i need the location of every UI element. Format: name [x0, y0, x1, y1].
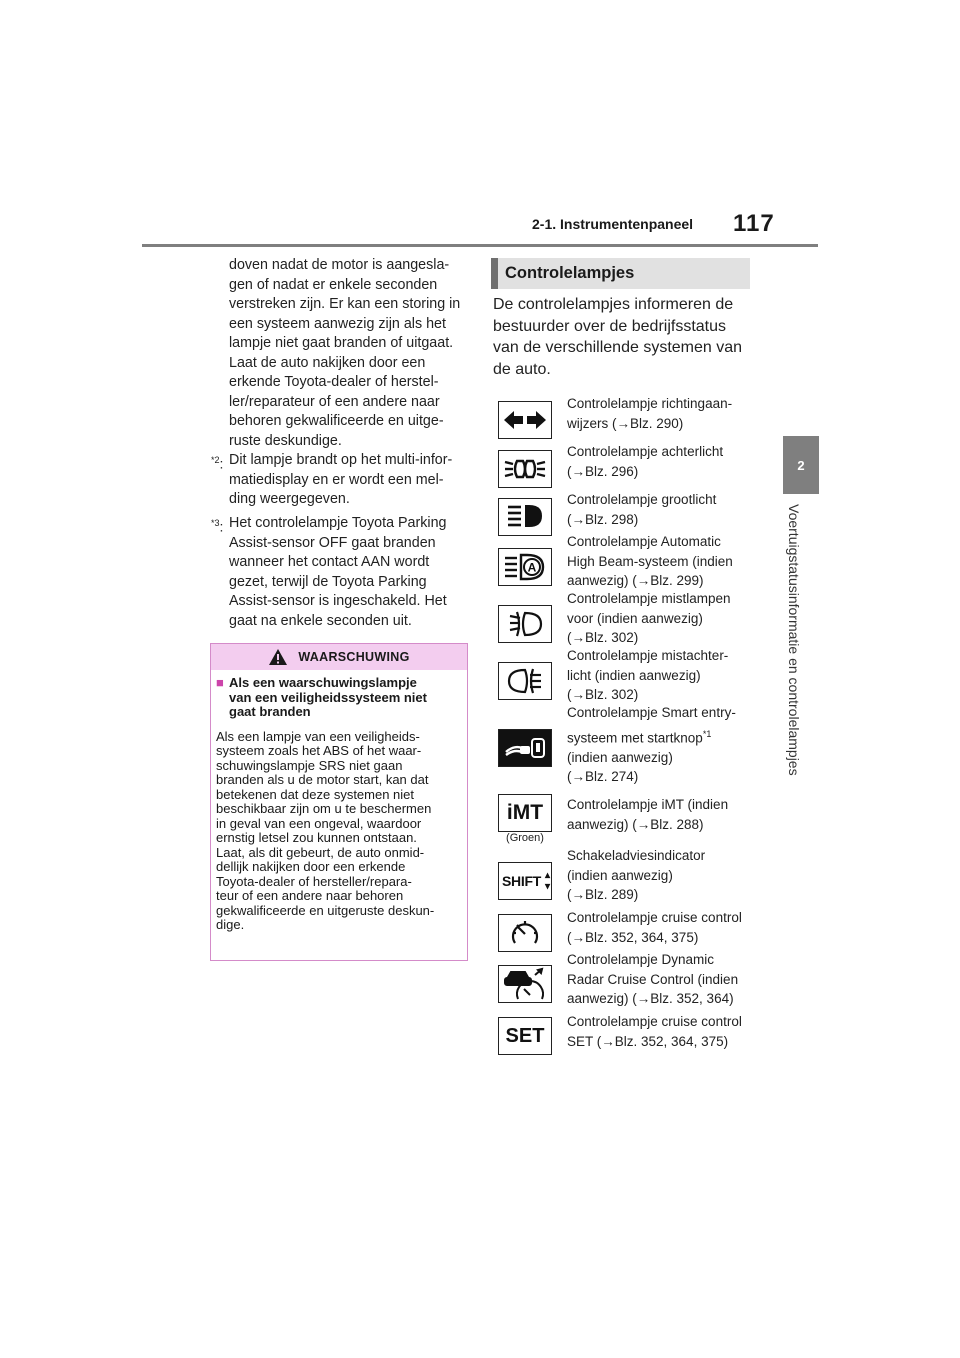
chapter-tab — [783, 436, 819, 494]
text-line: gekwalificeerde en uitgeruste deskun- — [216, 902, 435, 918]
page-number: 117 — [733, 210, 775, 237]
text-line: lampje niet gaat branden of uitgaat. — [229, 335, 454, 351]
text-line: Controlelampje achterlicht — [567, 444, 724, 459]
text-line: aanwezig) (→Blz. 352, 364) — [567, 991, 734, 1007]
text-line: (→Blz. 298) — [567, 511, 639, 527]
warning-body — [216, 730, 462, 933]
footnote-3: $^{*3}$: Het controlelampje Toyota Parking Assist-sensor OFF gaat branden wanneer het contact AAN wordt gezet, terwijl de Toyota Parking Assist-sensor is ingeschakeld. Het gaat na enkele seconden uit. — [211, 514, 469, 631]
indicator-description — [567, 908, 752, 947]
indicator-description — [567, 490, 752, 529]
text-line: Schakeladviesindicator — [567, 848, 706, 863]
text-line: aanwezig) (→Blz. 299) — [567, 573, 704, 589]
indicator-description — [567, 394, 752, 433]
text-line: ruste deskundige. — [229, 432, 342, 449]
text-line: bestuurder over de bedrijfsstatus — [493, 317, 727, 335]
text-line: Controlelampje cruise control — [567, 910, 742, 925]
section-title: 2-1. Instrumentenpaneel — [532, 216, 694, 232]
text-line: Als een lampje van een veiligheids- — [216, 728, 420, 744]
text-line: een systeem aanwezig zijn als het — [229, 315, 446, 332]
footnote-mark: *3 — [211, 518, 220, 528]
cruise-control-icon — [498, 914, 552, 952]
text-line: van de verschillende systemen van — [493, 339, 743, 356]
text-line: systeem met startknop — [567, 730, 703, 746]
indicator-description — [567, 846, 752, 905]
warning-title: WAARSCHUWING — [298, 650, 410, 664]
text-line: ernstig letsel zou kunnen ontstaan. — [216, 830, 417, 845]
text-line: licht (indien aanwezig) — [567, 667, 701, 683]
indicator-description — [567, 646, 752, 705]
radar-cruise-icon — [498, 965, 552, 1003]
text-line: Controlelampje cruise control — [567, 1014, 742, 1029]
shift-icon — [498, 862, 552, 900]
text-line: (indien aanwezig) — [567, 867, 673, 883]
cruise-set-icon — [498, 1017, 552, 1055]
footnote-mark: *2 — [211, 455, 220, 465]
text-line: Controlelampje iMT (indien — [567, 797, 729, 812]
warning-box — [210, 643, 468, 961]
set-icon-label: SET — [505, 1024, 545, 1047]
text-line: erkende Toyota-dealer of herstel- — [229, 374, 439, 390]
indicator-description — [567, 703, 752, 787]
chapter-title — [786, 504, 812, 804]
indicator-description — [567, 1012, 752, 1051]
text-line: systeem zoals het ABS of het waar- — [216, 743, 422, 758]
indicator-description — [567, 950, 752, 1009]
indicator-description — [567, 442, 752, 481]
tail-light-icon — [498, 450, 552, 488]
header-rule — [142, 244, 818, 247]
text-line: Controlelampje Smart entry- — [567, 705, 736, 720]
indicator-description — [567, 589, 752, 648]
indicator-description — [567, 532, 752, 591]
text-line: Toyota-dealer of hersteller/repara- — [216, 873, 412, 889]
text-line: Als een waarschuwingslampje — [229, 675, 417, 690]
text-line: betekenen dat deze systemen niet — [216, 786, 415, 802]
text-line: van een veiligheidssysteem niet — [229, 689, 427, 705]
text-line: (→Blz. 289) — [567, 887, 639, 903]
text-line: ler/reparateur of een andere naar — [229, 393, 440, 410]
imt-icon-label: iMT — [506, 801, 544, 824]
text-line: Assist-sensor is ingeschakeld. Het — [229, 593, 447, 609]
text-line: (→Blz. 352, 364, 375) — [567, 929, 699, 945]
warning-subtitle — [216, 676, 462, 720]
text-line: Controlelampje richtingaan- — [567, 396, 733, 411]
svg-text:A: A — [527, 560, 537, 575]
text-line: doven nadat de motor is aangesla- — [229, 257, 450, 273]
text-line: wijzers (→Blz. 290) — [567, 415, 684, 431]
text-line: gaat branden — [229, 704, 311, 719]
imt-caption: (Groen) — [506, 832, 544, 844]
text-line: (→Blz. 302) — [567, 687, 639, 703]
text-line: Laat, als dit gebeurt, de auto onmid- — [216, 844, 425, 860]
text-line: Assist-sensor OFF gaat branden — [229, 534, 436, 551]
footnote-mark: *1 — [702, 728, 712, 739]
text-line: Controlelampje Dynamic — [567, 952, 715, 967]
smart-entry-icon — [498, 729, 552, 767]
text-line: aanwezig) (→Blz. 288) — [567, 816, 704, 832]
text-line: voor (indien aanwezig) — [567, 610, 703, 626]
text-line: wanneer het contact AAN wordt — [229, 554, 430, 570]
text-line: (indien aanwezig) — [567, 749, 673, 765]
indicator-description — [567, 795, 752, 834]
text-line: SET (→Blz. 352, 364, 375) — [567, 1033, 729, 1049]
text-line: teur of een andere naar behoren — [216, 888, 404, 903]
text-line: ding weergegeven. — [229, 491, 350, 507]
text-line: de auto. — [493, 360, 551, 378]
text-line: Radar Cruise Control (indien — [567, 971, 739, 987]
bullet-square-icon: ■ — [216, 675, 224, 690]
text-line: De controlelampjes informeren de — [493, 296, 734, 313]
text-line: matiedisplay en er wordt een mel- — [229, 471, 444, 488]
auto-high-beam-icon — [498, 548, 552, 586]
text-line: Controlelampje grootlicht — [567, 492, 717, 507]
text-line: (→Blz. 274) — [567, 769, 639, 785]
continuation-paragraph — [229, 256, 469, 451]
chapter-number: 2 — [797, 457, 805, 473]
text-line: beschikbaar zijn om u te beschermen — [216, 801, 432, 816]
text-line: (→Blz. 302) — [567, 630, 639, 646]
footnote-2: $^{*2}$: Dit lampje brandt op het multi-infor- matiedisplay en er wordt een mel- ding weergegeven. — [211, 451, 469, 510]
up-down-arrow-icon — [544, 868, 551, 894]
warning-triangle-icon — [268, 648, 288, 666]
controlelampjes-intro — [493, 294, 753, 380]
warning-header — [211, 644, 467, 670]
text-line: Dit lampje brandt op het multi-infor- — [229, 452, 453, 468]
text-line: verstreken zijn. Er kan een storing in — [229, 296, 461, 312]
text-line: Controlelampje mistachter- — [567, 648, 729, 663]
text-line: schuwingslampje SRS niet gaan — [216, 757, 403, 773]
text-line: dige. — [216, 917, 245, 932]
controlelampjes-heading: Controlelampjes — [491, 258, 750, 289]
text-line: Laat de auto nakijken door een — [229, 354, 426, 371]
high-beam-icon — [498, 498, 552, 536]
text-line: branden als u de motor start, kan dat — [216, 772, 429, 787]
text-line: gezet, terwijl de Toyota Parking — [229, 573, 427, 590]
imt-icon — [498, 794, 552, 832]
text-line: dellijk nakijken door een erkende — [216, 859, 406, 874]
rear-fog-icon — [498, 662, 552, 700]
text-line: Controlelampje Automatic — [567, 534, 721, 549]
text-line: Het controlelampje Toyota Parking — [229, 515, 447, 531]
turn-signal-icon — [498, 401, 552, 439]
front-fog-icon — [498, 605, 552, 643]
text-line: gaat na enkele seconden uit. — [229, 612, 412, 629]
text-line: gen of nadat er enkele seconden — [229, 276, 438, 293]
text-line: Controlelampje mistlampen — [567, 591, 731, 606]
text-line: in geval van een ongeval, waardoor — [216, 815, 422, 831]
text-line: (→Blz. 296) — [567, 463, 639, 479]
chapter-title-text: Voertuigstatusinformatie en controlelampjes — [786, 504, 802, 776]
text-line: High Beam-systeem (indien — [567, 553, 733, 569]
text-line: behoren gekwalificeerde en uitge- — [229, 413, 444, 429]
shift-icon-label: SHIFT — [502, 873, 541, 889]
